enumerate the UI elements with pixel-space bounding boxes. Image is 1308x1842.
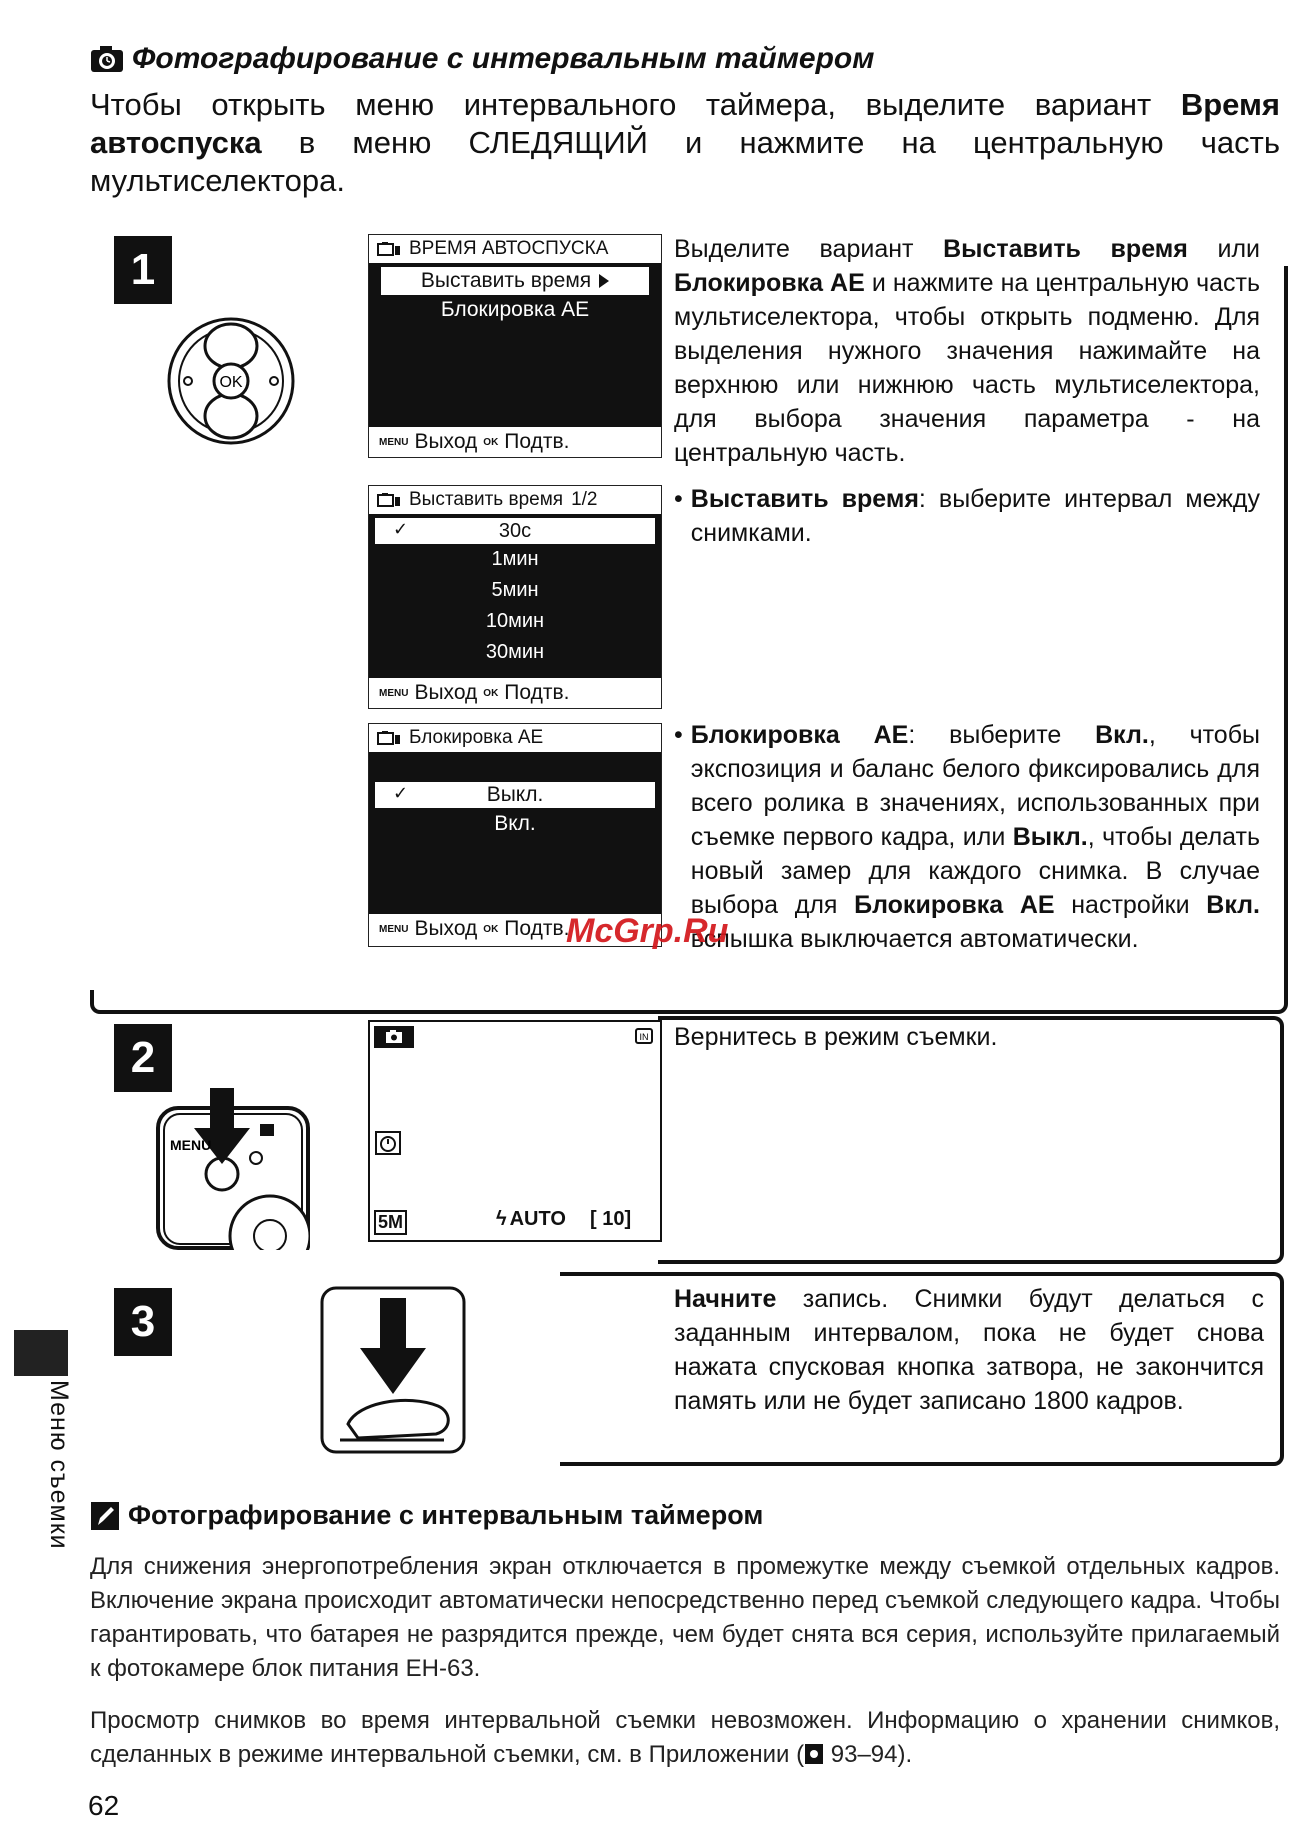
text: : выберите: [908, 721, 1096, 749]
bold-text: Выставить время: [943, 235, 1188, 263]
bold-text: Начните: [674, 1285, 777, 1313]
text: Выделите вариант: [674, 235, 944, 263]
bold-text: Выставить время: [690, 485, 919, 513]
exposures-count: 10: [602, 1208, 625, 1230]
step-number-3: 3: [114, 1288, 172, 1356]
interval-options: [369, 514, 661, 678]
bullet-text: [691, 718, 1260, 956]
bullet-icon: •: [674, 721, 683, 749]
screen-menu-list: [369, 263, 661, 427]
interval-option[interactable]: [369, 637, 661, 668]
bold-text: Блокировка АЕ: [854, 891, 1055, 919]
ok-button-tag: OK: [483, 436, 499, 448]
footer-exit-label: Выход: [414, 430, 478, 453]
check-icon: ✓: [393, 519, 409, 539]
interval-option-label: 1мин: [491, 548, 539, 570]
shooting-menu-icon: [377, 241, 401, 257]
menu-item-label: Блокировка АЕ: [440, 298, 590, 321]
screen-header: [369, 724, 661, 752]
text: настройки: [1054, 891, 1207, 919]
shooting-mode-icon: [374, 1026, 414, 1048]
menu-button-tag: MENU: [379, 923, 409, 935]
step3-instructions: [674, 1282, 1264, 1418]
interval-option[interactable]: [369, 606, 661, 637]
intro-text-2: в меню СЛЕДЯЩИЙ и нажмите на центральную часть мультиселектора.: [90, 125, 1280, 198]
dial-ok-label: OK: [219, 374, 243, 391]
lcd-screen-menu: [368, 234, 662, 458]
step1-instructions: [674, 232, 1260, 470]
interval-option-label: 5мин: [491, 579, 539, 601]
text: Просмотр снимков во время интервальной съемки невозможен. Информацию о хранении снимков, сделанных в режиме интервальной съемки, см. в Приложении (: [90, 1707, 1280, 1768]
footer-exit-label: Выход: [414, 917, 478, 940]
note-paragraph-1: Для снижения энергопотребления экран отключается в промежутке между съемкой отдельных кадров. Включение экрана происходит автоматически непосредственно перед съемкой следующего кадра. Чтобы гарантировать, что батарея не разрядится прежде, чем будет снята вся серия, используйте прилагаемый к фотокамере блок питания EH-63.: [90, 1553, 1280, 1682]
text: : выберите интервал между снимками.: [690, 485, 1261, 547]
step1-frame-mask: [86, 250, 96, 990]
lcd-shooting-screen: [368, 1020, 662, 1242]
interval-option[interactable]: [369, 575, 661, 606]
side-section-label: Меню съемки: [45, 1380, 73, 1550]
screen-title: ВРЕМЯ АВТОСПУСКА: [409, 238, 609, 259]
text: и нажмите на центральную часть мультиселектора, чтобы открыть подменю. Для выделения нужного значения нажимайте на верхнюю или нижнюю часть мультиселектора, для выбора значения параметра - на центральную часть.: [674, 269, 1260, 467]
ae-option[interactable]: [369, 808, 661, 840]
step-number-1: 1: [114, 236, 172, 304]
menu-item[interactable]: [369, 295, 661, 325]
note-paragraph-2: [90, 1704, 1280, 1772]
note-title-text: Фотографирование с интервальным таймером: [128, 1500, 764, 1530]
menu-item-selected[interactable]: [381, 267, 649, 295]
text: , чтобы делать новый замер для каждого снимка. В случае выбора для: [690, 823, 1260, 919]
menu-item-label: Выставить время: [420, 269, 592, 292]
screen-footer: [369, 678, 661, 708]
footer-exit-label: Выход: [414, 681, 478, 704]
bold-text: Блокировка АЕ: [690, 721, 909, 749]
screen-header: [369, 235, 661, 263]
interval-option[interactable]: [369, 544, 661, 575]
bold-text: Вкл.: [1095, 721, 1149, 749]
text: , чтобы экспозиция и баланс белого фиксировались для всего ролика в значениях, использованных при съемке первого кадра, или: [690, 721, 1260, 851]
ok-button-tag: OK: [483, 687, 499, 699]
menu-button-tag: MENU: [379, 436, 409, 448]
screen-page-indicator: 1/2: [571, 489, 598, 510]
screen-header: [369, 486, 661, 514]
interval-option-label: 10мин: [485, 610, 545, 632]
text: или: [1187, 235, 1261, 263]
arrow-right-icon: [599, 274, 609, 288]
section-title-text: Фотографирование с интервальным таймером: [132, 42, 875, 75]
screen-footer: [369, 427, 661, 457]
ok-button-tag: OK: [483, 923, 499, 935]
interval-timer-icon: [374, 1130, 402, 1156]
bullet-text: [691, 482, 1260, 550]
svg-text:IN: IN: [639, 1032, 649, 1042]
exposures-remaining: [590, 1208, 631, 1231]
intro-paragraph: [90, 86, 1280, 200]
bullet-set-time: [674, 482, 1260, 550]
intro-text-1: Чтобы открыть меню интервального таймера, выделите вариант: [90, 87, 1181, 122]
bold-text: Выкл.: [1012, 823, 1088, 851]
step-number-2: 2: [114, 1024, 172, 1092]
memory-icon: [634, 1026, 654, 1046]
pencil-note-icon: [90, 1501, 120, 1531]
bold-text: Блокировка АЕ: [674, 269, 865, 297]
menu-button-tag: MENU: [379, 687, 409, 699]
text: вспышка выключается автоматически.: [690, 925, 1139, 953]
camera-icon: [90, 45, 124, 73]
footer-confirm-label: Подтв.: [504, 917, 570, 940]
shooting-menu-icon: [377, 492, 401, 508]
text: запись. Снимки будут делаться с заданным интервалом, пока не будет снова нажата спусковая кнопка затвора, не закончится память или не будет записано 1800 кадров.: [674, 1285, 1264, 1415]
shooting-menu-icon: [377, 730, 401, 746]
footer-confirm-label: Подтв.: [504, 430, 570, 453]
shutter-press-icon: [318, 1284, 468, 1456]
bracket-icon: [: [590, 1208, 603, 1230]
bold-text: Вкл.: [1206, 891, 1260, 919]
bullet-icon: •: [674, 485, 683, 513]
image-size-indicator: 5M: [374, 1210, 407, 1235]
footer-confirm-label: Подтв.: [504, 681, 570, 704]
camera-back-icon: [150, 1088, 310, 1250]
ae-option-label: Вкл.: [494, 812, 536, 835]
ae-option-label: Выкл.: [486, 783, 544, 806]
flash-mode-label: AUTO: [509, 1208, 566, 1230]
watermark: McGrp.Ru: [566, 912, 729, 950]
interval-option-label: 30мин: [485, 641, 545, 663]
flash-icon: ϟ: [496, 1208, 507, 1230]
check-icon: ✓: [393, 783, 409, 803]
note-title: [90, 1500, 763, 1531]
step2-instructions: Вернитесь в режим съемки.: [674, 1023, 998, 1051]
page-number: 62: [88, 1790, 120, 1821]
multiselector-dial-icon: [166, 316, 296, 446]
bullet-ae-lock: [674, 718, 1260, 956]
interval-option-label: 30с: [498, 519, 532, 542]
flash-indicator: [496, 1208, 566, 1231]
intro-bold-option: Время автоспуска: [90, 87, 1280, 160]
screen-title: Выставить время: [409, 489, 564, 510]
side-tab-marker: [14, 1330, 68, 1376]
ae-option-selected[interactable]: [375, 782, 655, 808]
screen-title: Блокировка АЕ: [409, 727, 544, 748]
interval-option-selected[interactable]: [375, 518, 655, 544]
section-title: [90, 42, 874, 76]
bracket-icon: ]: [624, 1208, 632, 1230]
text: 93–94).: [824, 1741, 913, 1768]
lcd-screen-interval: [368, 485, 662, 709]
ae-lock-options: [369, 752, 661, 914]
reference-icon: [804, 1743, 824, 1765]
camera-menu-label: MENU: [170, 1137, 212, 1153]
